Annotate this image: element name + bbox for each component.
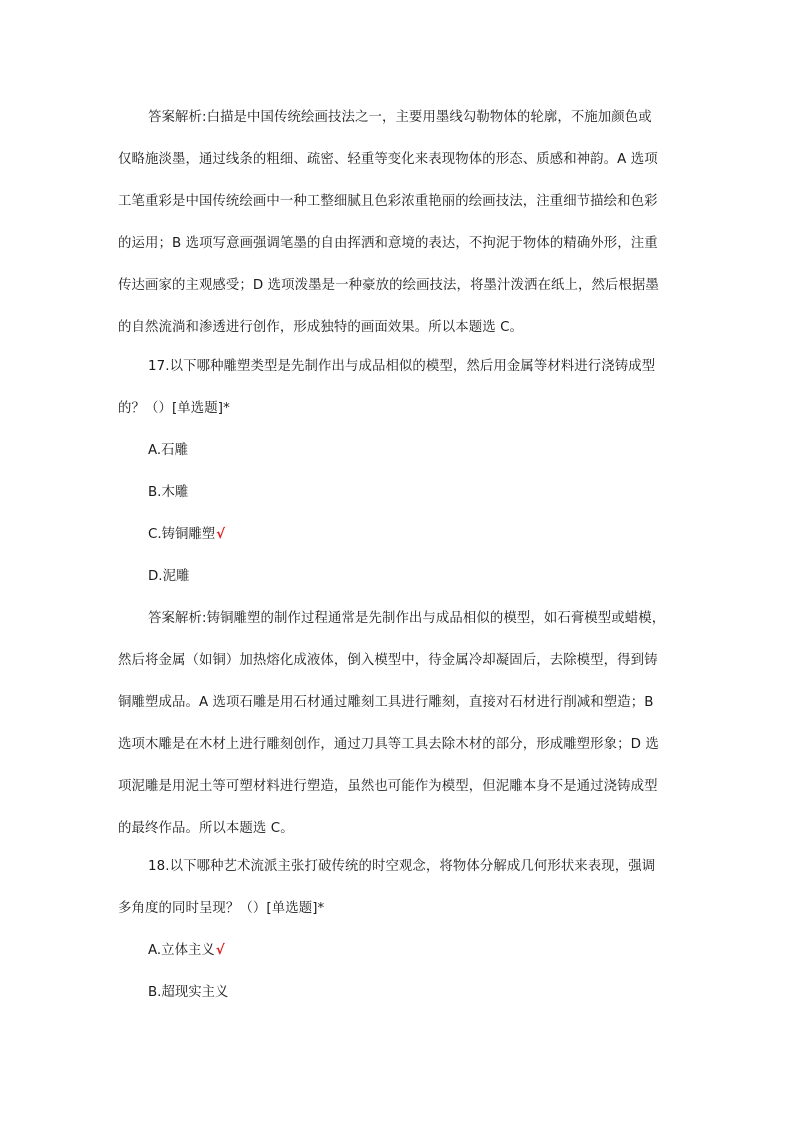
option-label: A.石雕 <box>148 443 188 458</box>
q17-explanation <box>118 598 678 850</box>
text-line: 项泥雕是用泥土等可塑材料进行塑造，虽然也可能作为模型，但泥雕本身不是通过浇铸成型 <box>118 779 658 794</box>
option-label: D.泥雕 <box>148 569 190 584</box>
text-line: 选项木雕是在木材上进行雕刻创作，通过刀具等工具去除木材的部分，形成雕塑形象；D 选 <box>118 737 659 752</box>
text-line: 仅略施淡墨，通过线条的粗细、疏密、轻重等变化来表现物体的形态、质感和神韵。A 选项 <box>118 152 658 167</box>
q17-question <box>118 346 678 430</box>
question-text-line: 多角度的同时呈现？（）[单选题]* <box>118 901 325 916</box>
text-line: 的运用；B 选项写意画强调笔墨的自由挥洒和意境的表达，不拘泥于物体的精确外形，注重 <box>118 236 658 251</box>
q18-question <box>118 846 678 930</box>
q17-option-d[interactable] <box>148 556 189 598</box>
text-line: 工笔重彩是中国传统绘画中一种工整细腻且色彩浓重艳丽的绘画技法，注重细节描绘和色彩 <box>118 194 658 209</box>
text-line: 的自然流淌和渗透进行创作，形成独特的画面效果。所以本题选 C。 <box>118 320 524 335</box>
question-text-line: 的？（）[单选题]* <box>118 401 230 416</box>
q17-option-a[interactable] <box>148 430 188 472</box>
text-line: 铜雕塑成品。A 选项石雕是用石材通过雕刻工具进行雕刻，直接对石材进行削减和塑造；B <box>118 695 654 710</box>
option-label: B.木雕 <box>148 485 189 500</box>
question-text-line: 18.以下哪种艺术流派主张打破传统的时空观念，将物体分解成几何形状来表现，强调 <box>148 859 656 874</box>
text-line: 然后将金属（如铜）加热熔化成液体，倒入模型中，待金属冷却凝固后，去除模型，得到铸 <box>118 653 658 668</box>
option-label: A.立体主义 <box>148 943 215 958</box>
text-line: 传达画家的主观感受；D 选项泼墨是一种豪放的绘画技法，将墨汁泼洒在纸上，然后根据墨 <box>118 278 659 293</box>
text-line: 答案解析:白描是中国传统绘画技法之一，主要用墨线勾勒物体的轮廓，不施加颜色或 <box>148 110 652 125</box>
correct-check-icon: √ <box>216 527 226 542</box>
option-label: C.铸铜雕塑 <box>148 527 216 542</box>
text-line: 的最终作品。所以本题选 C。 <box>118 821 294 836</box>
text-line: 答案解析:铸铜雕塑的制作过程通常是先制作出与成品相似的模型，如石膏模型或蜡模， <box>148 611 666 626</box>
question-text-line: 17.以下哪种雕塑类型是先制作出与成品相似的模型，然后用金属等材料进行浇铸成型 <box>148 359 656 374</box>
q18-option-b[interactable] <box>148 972 228 1014</box>
correct-check-icon: √ <box>215 943 225 958</box>
q18-option-a[interactable] <box>148 930 225 972</box>
q17-option-c[interactable] <box>148 514 225 556</box>
q17-option-b[interactable] <box>148 472 188 514</box>
q16-explanation <box>118 97 678 349</box>
option-label: B.超现实主义 <box>148 985 229 1000</box>
